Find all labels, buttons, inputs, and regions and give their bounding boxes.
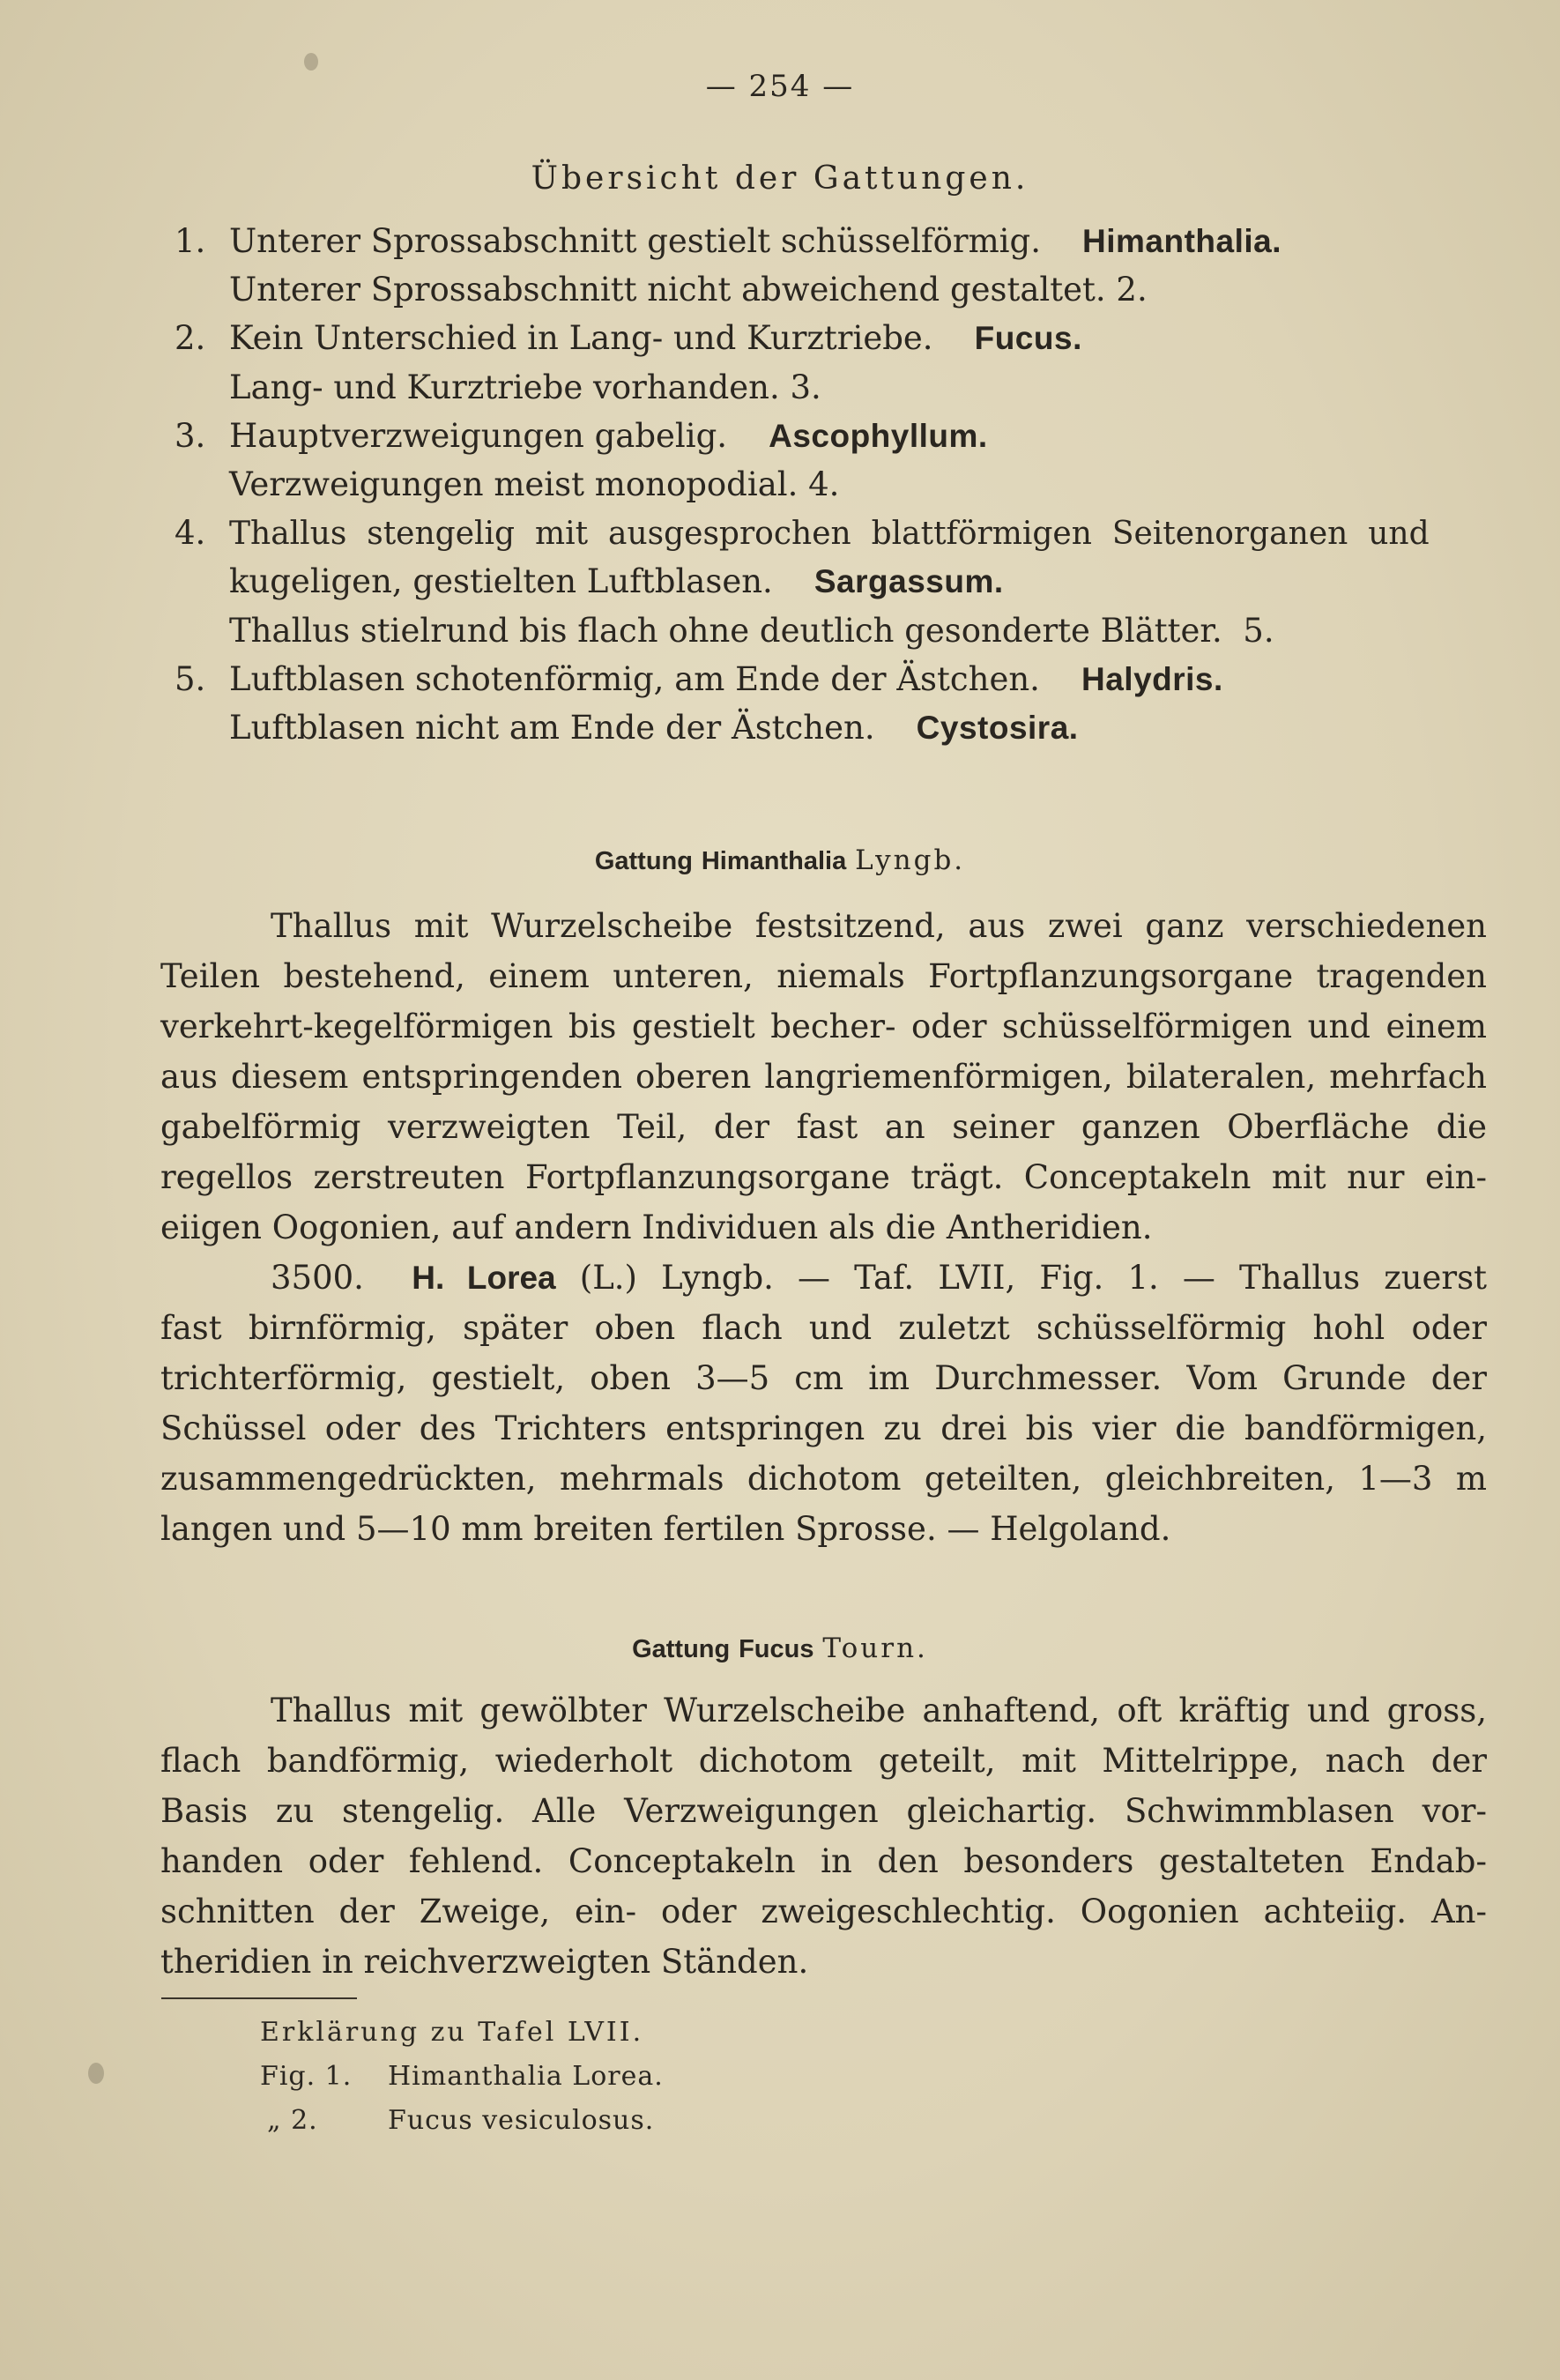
- key-entry: Unterer Sprossabschnitt nicht abweichend gestaltet. 2.: [229, 271, 1148, 309]
- footnote-item: „ 2. Fucus vesiculosus.: [267, 2105, 655, 2136]
- key-entry: 2. Kein Unterschied in Lang- und Kurztriebe. Fucus.: [175, 319, 1082, 357]
- key-entry: 1. Unterer Sprossabschnitt gestielt schüsselförmig. Himanthalia.: [175, 222, 1281, 260]
- key-entry: Verzweigungen meist monopodial. 4.: [229, 465, 840, 503]
- himanthalia-description: Thallus mit Wurzelscheibe festsitzend, aus zwei ganz verschiedenen Teilen bestehend, einem unteren, niemals Fortpflanzungsorgane tragenden verkehrt-kegelförmigen bis gestielt becher- oder schüsselförmigen und einem aus diesem entspringenden oberen langriemenförmigen, bilateralen, mehrfach gabelförmig verzweigten Teil, der fast an seiner ganzen Oberfläche die regellos zerstreuten Fortpflanzungsorgane trägt. Conceptakeln mit nur ein- eiigen Oogonien, auf andern Individuen als die Antheridien.: [160, 907, 1487, 1246]
- key-entry: 5. Luftblasen schotenförmig, am Ende der Ästchen. Halydris.: [175, 660, 1223, 698]
- key-entry: 4. Thallus stengelig mit ausgesprochen blattförmigen Seitenorganen und: [175, 514, 1430, 552]
- key-entry: Luftblasen nicht am Ende der Ästchen. Cystosira.: [229, 709, 1079, 747]
- section-title-fucus: Gattung Fucus Tourn.: [632, 1633, 928, 1664]
- key-entry: kugeligen, gestielten Luftblasen. Sargassum.: [229, 562, 1004, 600]
- species-entry-h-lorea: 3500. H. Lorea (L.) Lyngb. — Taf. LVII, Fig. 1. — Thallus zuerst fast birnförmig, später oben flach und zuletzt schüsselförmig hohl oder trichterförmig, gestielt, oben 3—5 cm im Durchmesser. Vom Grunde der Schüssel oder des Trichters entspringen zu drei bis vier die bandförmigen, zusammengedrückten, mehrmals dichotom geteilten, gleichbreiten, 1—3 m langen und 5—10 mm breiten fertilen Sprosse. — Helgoland.: [160, 1253, 1487, 1554]
- footnote-title: Erklärung zu Tafel LVII.: [260, 2017, 644, 2048]
- page-number: — 254 —: [705, 69, 855, 104]
- page-heading: Übersicht der Gattungen.: [531, 160, 1029, 197]
- fucus-description: Thallus mit gewölbter Wurzelscheibe anhaftend, oft kräftig und gross, flach bandförmig, wiederholt dichotom geteilt, mit Mittelrippe, nach der Basis zu stengelig. Alle Verzweigungen gleichartig. Schwimmblasen vor- handen oder fehlend. Conceptakeln in den besonders gestalteten Endab- schnitten der Zweige, ein- oder zweigeschlechtig. Oogonien achteiig. An- theridien in reichverzweigten Ständen.: [160, 1692, 1487, 1981]
- section-title-himanthalia: Gattung Himanthalia Lyngb.: [594, 844, 966, 876]
- footnote-divider: [161, 1997, 357, 1999]
- species-first-line: 3500. H. Lorea (L.) Lyngb. — Taf. LVII, Fig. 1. — Thallus zuerst: [271, 1259, 1487, 1297]
- paper-stain: [304, 53, 318, 71]
- paper-stain: [88, 2063, 104, 2084]
- footnote-item: Fig. 1. Himanthalia Lorea.: [260, 2061, 664, 2092]
- key-entry: Lang- und Kurztriebe vorhanden. 3.: [229, 368, 821, 406]
- key-entry: Thallus stielrund bis flach ohne deutlich gesonderte Blätter. 5.: [229, 612, 1274, 650]
- key-entry: 3. Hauptverzweigungen gabelig. Ascophyllum.: [175, 417, 988, 455]
